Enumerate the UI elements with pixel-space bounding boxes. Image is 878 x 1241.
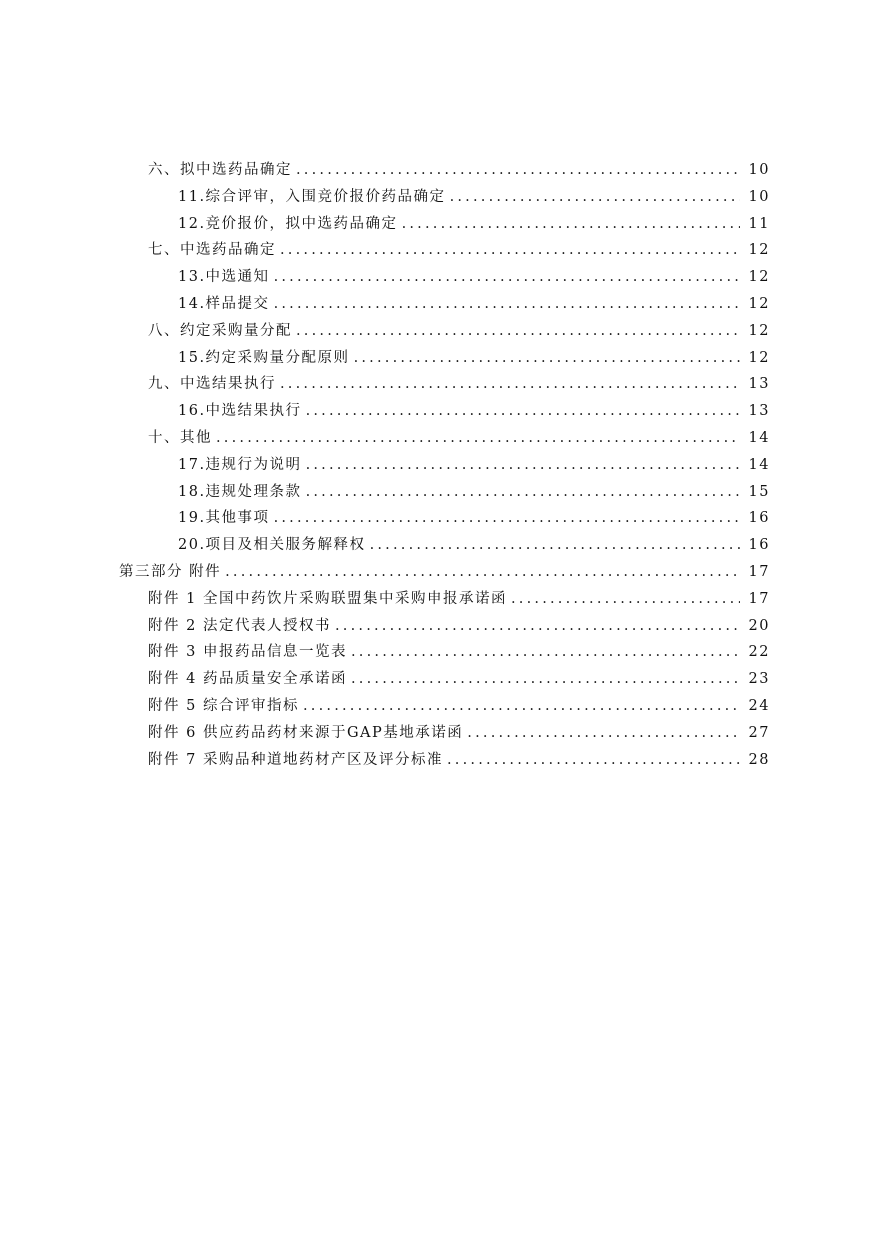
- toc-leader-dots: [280, 371, 740, 398]
- toc-entry-title: 12.竞价报价，拟中选药品确定: [178, 215, 398, 232]
- toc-entry-page: 20: [748, 617, 770, 634]
- table-of-contents: [0, 157, 878, 773]
- toc-entry[interactable]: [0, 639, 878, 666]
- toc-leader-dots: [450, 184, 740, 211]
- toc-leader-dots: [274, 291, 740, 318]
- toc-entry-title: 19.其他事项: [178, 510, 270, 527]
- toc-entry-title: 十、其他: [148, 429, 212, 446]
- toc-entry-page: 12: [748, 349, 770, 366]
- toc-entry-title: 八、约定采购量分配: [148, 322, 292, 339]
- toc-entry-title: 15.约定采购量分配原则: [178, 349, 350, 366]
- toc-entry[interactable]: [0, 693, 878, 720]
- toc-entry-page: 15: [748, 483, 770, 500]
- toc-entry-title: 20.项目及相关服务解释权: [178, 537, 366, 554]
- toc-entry-page: 14: [748, 429, 770, 446]
- toc-entry-page: 22: [748, 644, 770, 661]
- toc-entry-page: 12: [748, 269, 770, 286]
- toc-leader-dots: [296, 157, 740, 184]
- toc-leader-dots: [274, 505, 740, 532]
- toc-entry[interactable]: [0, 371, 878, 398]
- toc-leader-dots: [303, 693, 740, 720]
- toc-entry[interactable]: [0, 237, 878, 264]
- toc-leader-dots: [216, 425, 740, 452]
- toc-entry-title: 附件 3 申报药品信息一览表: [148, 644, 347, 661]
- toc-leader-dots: [447, 747, 740, 774]
- toc-entry-page: 13: [748, 403, 770, 420]
- toc-leader-dots: [370, 532, 740, 559]
- toc-entry-title: 13.中选通知: [178, 269, 270, 286]
- toc-entry[interactable]: [0, 264, 878, 291]
- toc-entry-page: 12: [748, 322, 770, 339]
- toc-entry-title: 18.违规处理条款: [178, 483, 302, 500]
- toc-leader-dots: [351, 639, 740, 666]
- toc-leader-dots: [296, 318, 740, 345]
- toc-leader-dots: [354, 345, 740, 372]
- toc-entry-page: 12: [748, 295, 770, 312]
- toc-entry[interactable]: [0, 452, 878, 479]
- toc-entry-title: 九、中选结果执行: [148, 376, 276, 393]
- toc-entry[interactable]: [0, 747, 878, 774]
- toc-entry[interactable]: [0, 425, 878, 452]
- toc-entry-title: 16.中选结果执行: [178, 403, 302, 420]
- toc-entry-page: 24: [748, 697, 770, 714]
- toc-entry[interactable]: [0, 479, 878, 506]
- toc-entry-title: 附件 5 综合评审指标: [148, 697, 299, 714]
- toc-entry[interactable]: [0, 532, 878, 559]
- toc-entry[interactable]: [0, 184, 878, 211]
- toc-entry-page: 16: [748, 537, 770, 554]
- toc-entry-page: 28: [748, 751, 770, 768]
- toc-entry[interactable]: [0, 318, 878, 345]
- toc-leader-dots: [511, 586, 740, 613]
- toc-entry-page: 11: [748, 215, 770, 232]
- toc-leader-dots: [280, 237, 740, 264]
- toc-entry[interactable]: [0, 505, 878, 532]
- toc-leader-dots: [306, 398, 740, 425]
- toc-leader-dots: [225, 559, 740, 586]
- toc-entry-title: 14.样品提交: [178, 295, 270, 312]
- toc-entry-page: 16: [748, 510, 770, 527]
- toc-entry-title: 附件 7 采购品种道地药材产区及评分标准: [148, 751, 443, 768]
- toc-leader-dots: [402, 211, 740, 238]
- toc-leader-dots: [467, 720, 740, 747]
- toc-entry[interactable]: [0, 720, 878, 747]
- toc-entry-page: 13: [748, 376, 770, 393]
- toc-entry[interactable]: [0, 586, 878, 613]
- toc-entry-title: 11.综合评审，入围竞价报价药品确定: [178, 188, 446, 205]
- toc-entry[interactable]: [0, 666, 878, 693]
- toc-entry-title: 附件 6 供应药品药材来源于GAP基地承诺函: [148, 724, 464, 741]
- toc-entry-title: 附件 1 全国中药饮片采购联盟集中采购申报承诺函: [148, 590, 507, 607]
- toc-leader-dots: [306, 479, 740, 506]
- toc-entry-page: 10: [748, 188, 770, 205]
- toc-entry[interactable]: [0, 398, 878, 425]
- toc-entry[interactable]: [0, 345, 878, 372]
- toc-leader-dots: [335, 613, 740, 640]
- toc-leader-dots: [351, 666, 740, 693]
- toc-entry-page: 14: [748, 456, 770, 473]
- toc-leader-dots: [306, 452, 740, 479]
- toc-entry-title: 第三部分 附件: [119, 563, 222, 580]
- toc-entry-page: 17: [748, 563, 770, 580]
- toc-entry-title: 17.违规行为说明: [178, 456, 302, 473]
- toc-entry-page: 27: [748, 724, 770, 741]
- toc-entry-title: 附件 4 药品质量安全承诺函: [148, 671, 347, 688]
- toc-entry[interactable]: [0, 613, 878, 640]
- toc-entry-page: 12: [748, 242, 770, 259]
- toc-entry-page: 10: [748, 162, 770, 178]
- toc-entry-title: 附件 2 法定代表人授权书: [148, 617, 331, 634]
- toc-entry[interactable]: [0, 559, 878, 586]
- toc-entry-title: 七、中选药品确定: [148, 242, 276, 259]
- toc-entry[interactable]: [0, 211, 878, 238]
- toc-entry-page: 23: [748, 671, 770, 688]
- toc-leader-dots: [274, 264, 740, 291]
- toc-entry-page: 17: [748, 590, 770, 607]
- toc-entry-title: 六、拟中选药品确定: [148, 162, 292, 178]
- toc-entry[interactable]: [0, 157, 878, 184]
- toc-entry[interactable]: [0, 291, 878, 318]
